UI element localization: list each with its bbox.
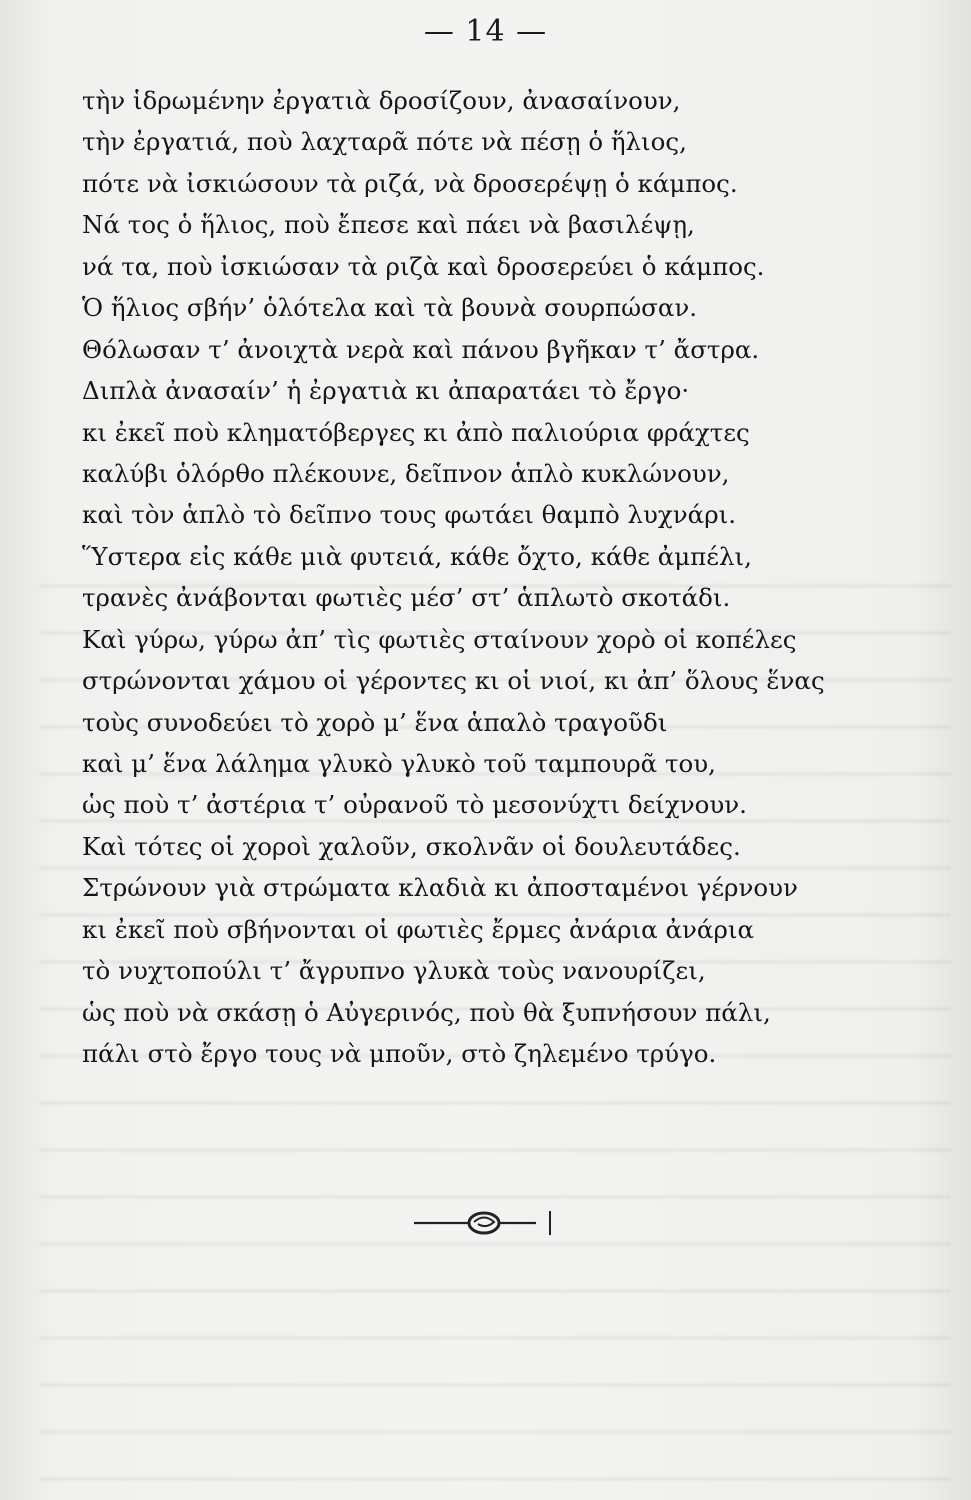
poem-line: τοὺς συνοδεύει τὸ χορὸ μ’ ἕνα ἁπαλὸ τραγοῦδι [82,707,668,737]
poem-line: Διπλὰ ἀνασαίν’ ἡ ἐργατιὰ κι ἀπαρατάει τὸ ἔργο· [82,376,690,406]
poem-line: τρανὲς ἀνάβονται φωτιὲς μέσ’ στ’ ἁπλωτὸ σκοτάδι. [82,583,731,613]
poem-line: νά τα, ποὺ ἰσκιώσαν τὰ ριζὰ καὶ δροσερεύει ὁ κάμπος. [82,251,765,281]
poem-line: πάλι στὸ ἔργο τους νὰ μποῦν, στὸ ζηλεμένο τρύγο. [82,1039,717,1069]
poem-line: τὴν ἱδρωμένην ἐργατιὰ δροσίζουν, ἀνασαίνουν, [82,86,681,115]
poem-line: κι ἐκεῖ ποὺ σβήνονται οἱ φωτιὲς ἔρμες ἀνάρια ἀνάρια [82,914,755,944]
poem-line: καλύβι ὁλόρθο πλέκουνε, δεῖπνον ἁπλὸ κυκλώνουν, [82,458,730,488]
end-ornament-icon [410,1205,570,1241]
poem-line: τὴν ἐργατιά, ποὺ λαχταρᾶ πότε νὰ πέσῃ ὁ ἥλιος, [82,127,687,157]
poem-line: Νά τος ὁ ἥλιος, ποὺ ἔπεσε καὶ πάει νὰ βασιλέψῃ, [82,210,695,240]
poem-line: πότε νὰ ἰσκιώσουν τὰ ριζά, νὰ δροσερέψῃ ὁ κάμπος. [82,168,738,198]
poem-line: καὶ τὸν ἁπλὸ τὸ δεῖπνο τους φωτάει θαμπὸ λυχνάρι. [82,500,737,530]
poem-line: τὸ νυχτοπούλι τ’ ἄγρυπνο γλυκὰ τοὺς νανουρίζει, [82,956,706,986]
poem-line: κι ἐκεῖ ποὺ κληματόβεργες κι ἀπὸ παλιούρια φράχτες [82,417,750,447]
poem-line: Καὶ γύρω, γύρω ἀπ’ τὶς φωτιὲς σταίνουν χορὸ οἱ κοπέλες [82,624,797,654]
poem-line: στρώνονται χάμου οἱ γέροντες κι οἱ νιοί, κι ἀπ’ ὅλους ἕνας [82,666,825,696]
poem-line: Ὁ ἥλιος σβήν’ ὁλότελα καὶ τὰ βουνὰ σουρπώσαν. [82,293,698,323]
poem-line: Στρώνουν γιὰ στρώματα κλαδιὰ κι ἀποσταμένοι γέρνουν [82,873,798,903]
poem-line: καὶ μ’ ἕνα λάλημα γλυκὸ γλυκὸ τοῦ ταμπουρᾶ του, [82,749,716,778]
page-number: — 14 — [423,14,548,49]
poem-line: Καὶ τότες οἱ χοροὶ χαλοῦν, σκολνᾶν οἱ δουλευτάδες. [82,831,741,861]
poem-line: ὡς ποὺ νὰ σκάσῃ ὁ Αὐγερινός, ποὺ θὰ ξυπνήσουν πάλι, [82,997,771,1027]
poem-line: Ὕστερα εἰς κάθε μιὰ φυτειά, κάθε ὄχτο, κάθε ἀμπέλι, [82,541,752,571]
poem-text [82,80,902,1075]
poem-line: ὡς ποὺ τ’ ἀστέρια τ’ οὐρανοῦ τὸ μεσονύχτι δείχνουν. [82,790,747,820]
poem-line: Θόλωσαν τ’ ἀνοιχτὰ νερὰ καὶ πάνου βγῆκαν τ’ ἄστρα. [82,334,760,364]
